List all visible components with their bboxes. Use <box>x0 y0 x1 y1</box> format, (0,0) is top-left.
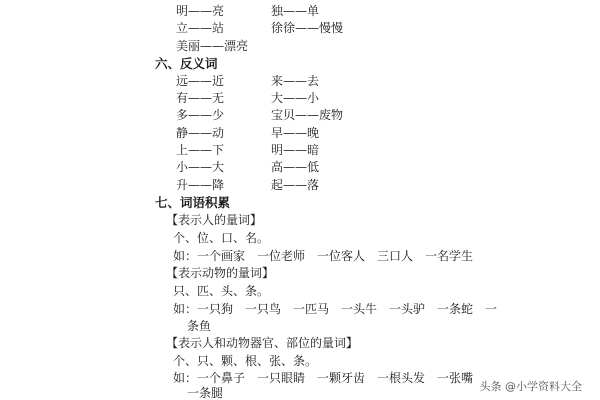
section-title-vocabulary: 七、词语积累 <box>155 195 231 210</box>
antonym-pair: 宝贝——废物 <box>271 108 344 122</box>
antonym-pair: 明——暗 <box>271 143 320 157</box>
antonym-pair: 上——下 <box>176 143 225 157</box>
measure-word-example-animals-cont: 条鱼 <box>187 319 212 333</box>
measure-word-example-organs-cont: 一条腿 <box>187 386 224 400</box>
measure-word-heading-animals: 【表示动物的量词】 <box>166 266 275 280</box>
synonym-pair: 美丽——漂亮 <box>176 39 249 53</box>
measure-word-example-people: 如：一个画家 一位老师 一位客人 三口人 一名学生 <box>173 249 474 263</box>
synonym-pair: 独——单 <box>271 4 320 18</box>
antonym-pair: 静——动 <box>176 126 225 140</box>
measure-word-heading-people: 【表示人的量词】 <box>166 213 263 227</box>
measure-word-list-organs: 个、只、颗、根、张、条。 <box>173 354 318 368</box>
section-title-antonyms: 六、反义词 <box>155 56 218 71</box>
synonym-pair: 立——站 <box>176 21 225 35</box>
antonym-pair: 有——无 <box>176 91 225 105</box>
antonym-pair: 升——降 <box>176 178 225 192</box>
antonym-pair: 多——少 <box>176 108 225 122</box>
synonym-pair: 徐徐——慢慢 <box>271 21 344 35</box>
antonym-pair: 远——近 <box>176 74 225 88</box>
antonym-pair: 早——晚 <box>271 126 320 140</box>
antonym-pair: 高——低 <box>271 160 320 174</box>
antonym-pair: 起——落 <box>271 178 320 192</box>
antonym-pair: 大——小 <box>271 91 320 105</box>
measure-word-example-organs: 如：一个鼻子 一只眼睛 一颗牙齿 一根头发 一张嘴 <box>173 371 474 385</box>
measure-word-list-animals: 只、匹、头、条。 <box>173 284 270 298</box>
antonym-pair: 来——去 <box>271 74 320 88</box>
measure-word-list-people: 个、位、口、名。 <box>173 231 270 245</box>
measure-word-heading-organs: 【表示人和动物器官、部位的量词】 <box>166 336 359 350</box>
source-watermark: 头条 @小学资料大全 <box>479 380 582 393</box>
measure-word-example-animals: 如：一只狗 一只鸟 一匹马 一头牛 一头驴 一条蛇 一 <box>173 302 498 316</box>
antonym-pair: 小——大 <box>176 160 225 174</box>
synonym-pair: 明——亮 <box>176 4 225 18</box>
